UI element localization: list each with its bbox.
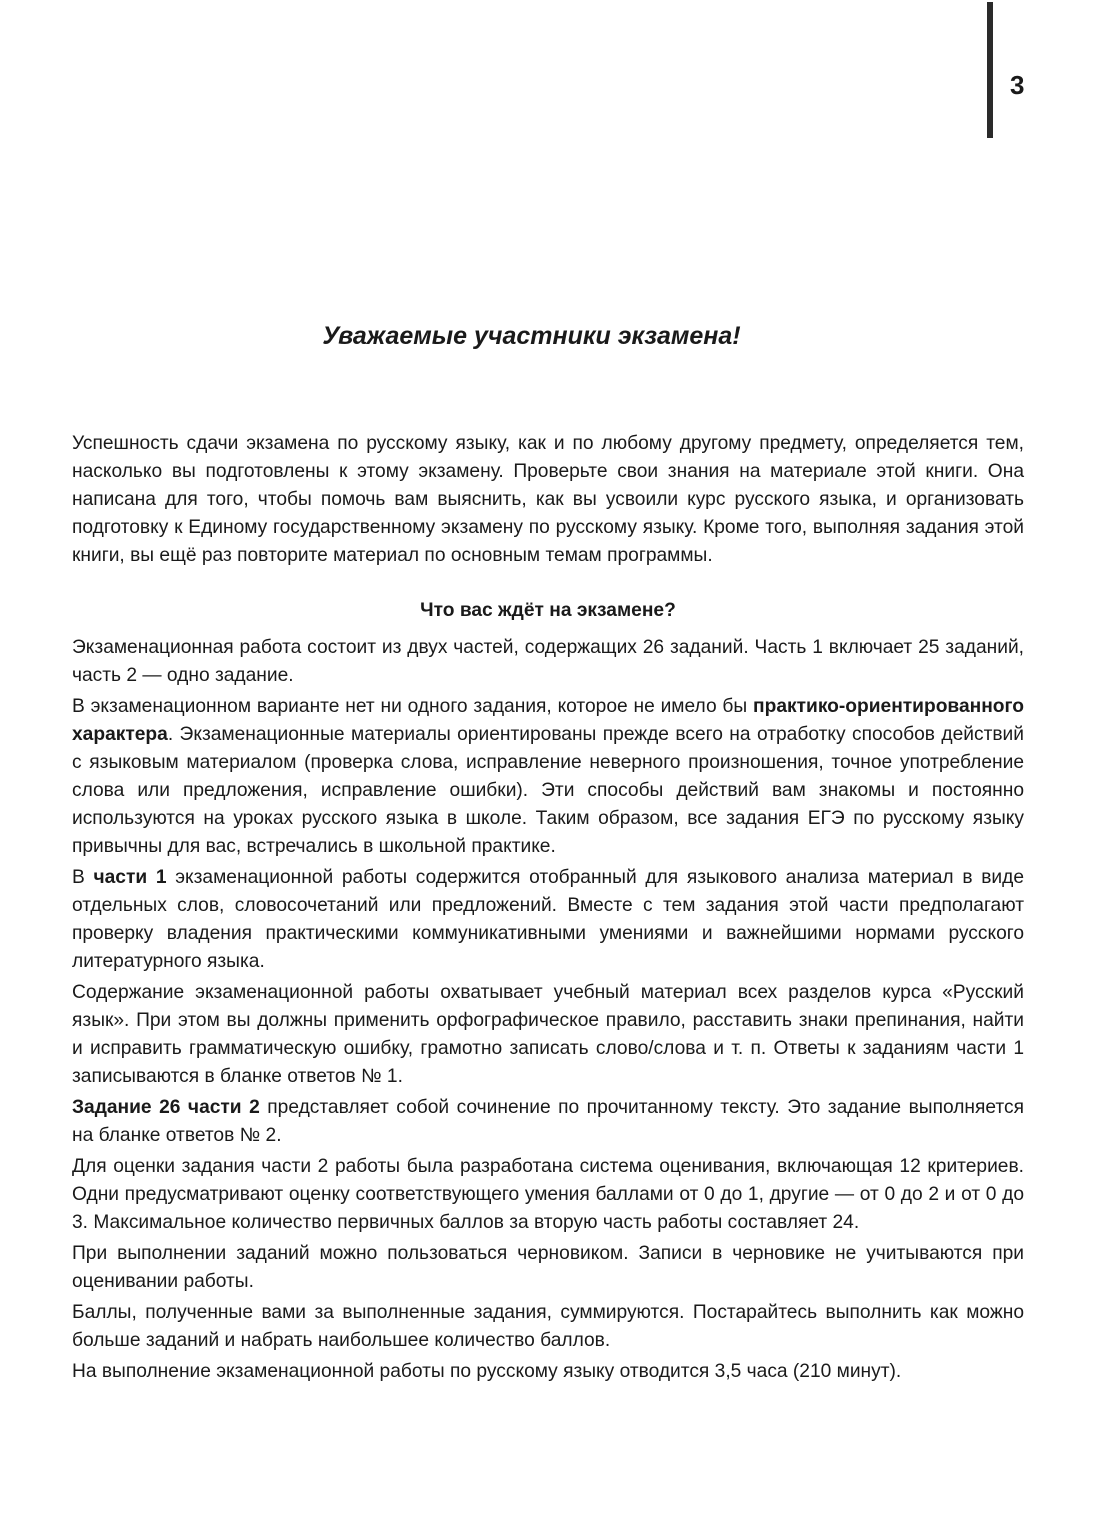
paragraph-grading: Для оценки задания части 2 работы была разработана система оценивания, включающая 12 критериев. Одни предусматривают оценку соответствующего умения баллами от 0 до 1, другие — от 0 до 2 и от 0 до 3. Максимальное количество первичных баллов за вторую часть работы составляет 24. [72,1156,1024,1233]
text-segment: представляет собой сочинение по прочитанному тексту. Это задание выполняется на бланке ответов № 2. [72,1097,1024,1146]
intro-paragraph: Успешность сдачи экзамена по русскому языку, как и по любому другому предмету, определяется тем, насколько вы подготовлены к этому экзамену. Проверьте свои знания на материале этой книги. Она написана для того, чтобы помочь вам выяснить, как вы усвоили курс русского языка, и организовать подготовку к Единому государственному экзамену по русскому языку. Кроме того, выполняя задания этой книги, вы ещё раз повторите материал по основным темам программы. [72,433,1024,566]
text-segment: В экзаменационном варианте нет ни одного задания, которое не имело бы [72,696,754,717]
paragraph-practical [72,693,1024,861]
paragraph-scores: Баллы, полученные вами за выполненные задания, суммируются. Постарайтесь выполнить как можно больше заданий и набрать наибольшее количество баллов. [72,1302,1024,1351]
paragraph-structure: Экзаменационная работа состоит из двух частей, содержащих 26 заданий. Часть 1 включает 25 заданий, часть 2 — одно задание. [72,637,1024,686]
paragraph-content: Содержание экзаменационной работы охватывает учебный материал всех разделов курса «Русский язык». При этом вы должны применить орфографическое правило, расставить знаки препинания, найти и исправить грамматическую ошибку, грамотно записать слово/слова и т. п. Ответы к заданиям части 1 записываются в бланке ответов № 1. [72,982,1024,1087]
section-heading: Что вас ждёт на экзамене? [420,600,676,621]
document-body [72,430,1024,1389]
paragraph-duration: На выполнение экзаменационной работы по русскому языку отводится 3,5 часа (210 минут). [72,1361,902,1382]
paragraph-draft: При выполнении заданий можно пользоваться черновиком. Записи в черновике не учитываются при оценивании работы. [72,1243,1024,1292]
emphasis-text: части 1 [93,867,167,888]
emphasis-text: Задание 26 части 2 [72,1097,260,1118]
page-number: 3 [1010,70,1025,100]
text-segment: . Экзаменационные материалы ориентированы прежде всего на отработку способов действий с языковым материалом (проверка слова, исправление неверного произношения, точное употребление слова или предложения, исправление ошибки). Эти способы действий вам знакомы и постоянно используются на уроках русского языка в школе. Таким образом, все задания ЕГЭ по русскому языку привычны для вас, встречались в школьной практике. [72,724,1024,857]
text-segment: В [72,867,94,888]
paragraph-task26 [72,1094,1024,1150]
page-title: Уважаемые участники экзамена! [322,322,741,350]
paragraph-part1 [72,864,1024,976]
text-segment: экзаменационной работы содержится отобранный для языкового анализа материал в виде отдельных слов, словосочетаний или предложений. Вместе с тем задания этой части предполагают проверку владения практическими коммуникативными умениями и важнейшими нормами русского литературного языка. [72,867,1024,972]
emphasis-text: практико-ориентированного характера [72,696,1024,745]
page-edge-bar [987,2,993,138]
